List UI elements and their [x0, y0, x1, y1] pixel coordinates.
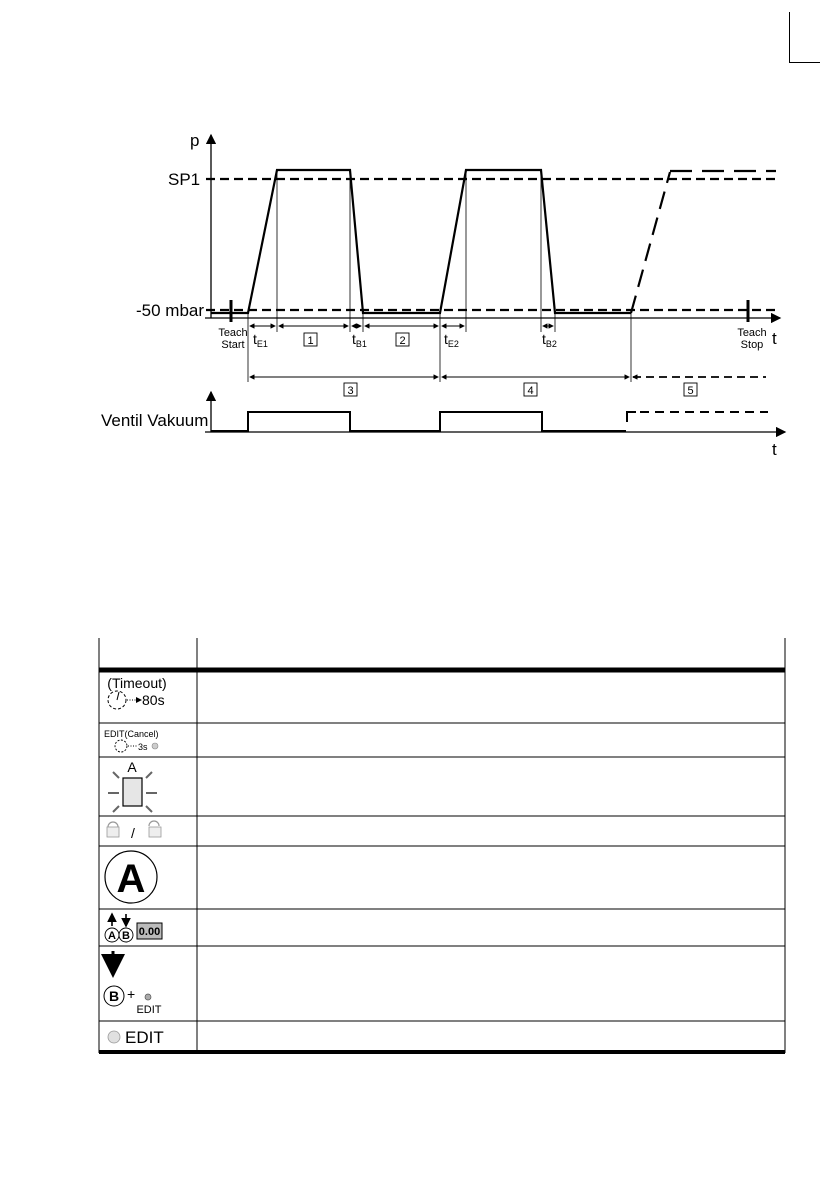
unlock-body — [149, 827, 161, 837]
pressure-diagram — [136, 131, 780, 397]
edit-cancel-icon — [104, 729, 159, 752]
led-icon — [152, 743, 158, 749]
phase-number-1: 1 — [307, 335, 314, 347]
display-rect — [123, 778, 142, 806]
led-icon — [108, 1031, 120, 1043]
phase-number-4: 4 — [527, 385, 534, 397]
valve-axis-label: t — [772, 440, 777, 459]
edit-cancel-caption: EDIT(Cancel) — [104, 729, 159, 739]
teach-stop-line1: Teach — [737, 327, 767, 339]
led-icon — [145, 994, 151, 1000]
lower-threshold-label: -50 mbar — [136, 301, 205, 320]
y-axis-label: p — [190, 131, 200, 150]
lock-body — [107, 827, 119, 837]
valve-diagram — [101, 392, 785, 459]
edit-led-icon — [108, 1028, 164, 1047]
crop-mark — [789, 12, 820, 63]
label-tb1: $t_{B1}$ — [352, 331, 367, 349]
timeout-value: 80s — [142, 692, 165, 708]
lock-icon — [108, 822, 118, 827]
plus-sign: + — [127, 986, 136, 1002]
phase-number-5: 5 — [687, 385, 694, 397]
teach-start-line2: Start — [221, 339, 245, 351]
unlock-icon — [149, 821, 159, 826]
edit-caption-small: EDIT — [136, 1004, 162, 1016]
value-display-text: 0.00 — [138, 926, 161, 938]
lock-separator: / — [131, 825, 135, 841]
label-te1: $t_{E1}$ — [253, 331, 268, 349]
button-b-letter: B — [108, 988, 120, 1004]
legend-table — [99, 638, 785, 1053]
clock-hand — [117, 692, 119, 700]
lock-unlock-icon — [107, 821, 161, 841]
valve-signal — [211, 412, 626, 431]
button-a-icon — [105, 851, 157, 903]
pressure-curve — [211, 170, 631, 313]
valve-label: Ventil Vakuum — [101, 411, 209, 430]
teach-start-line1: Teach — [218, 327, 248, 339]
up-down-icon — [105, 914, 162, 942]
button-a-letter: A — [116, 857, 146, 901]
label-te2: $t_{E2}$ — [444, 331, 459, 349]
clock-icon — [115, 740, 127, 752]
button-b-small-letter: B — [122, 930, 130, 942]
x-axis-label: t — [772, 329, 777, 348]
phase-number-3: 3 — [347, 385, 354, 397]
blinking-display-icon — [108, 759, 157, 812]
button-a-small-letter: A — [108, 930, 116, 942]
teach-stop-line2: Stop — [740, 339, 764, 351]
edit-caption: EDIT — [125, 1028, 164, 1047]
timeout-icon — [107, 675, 166, 709]
display-letter: A — [127, 759, 137, 775]
b-plus-edit-icon — [104, 951, 162, 1016]
label-tb2: $t_{B2}$ — [542, 331, 557, 349]
phase-number-2: 2 — [399, 335, 406, 347]
timeout-caption: (Timeout) — [107, 675, 167, 691]
pressure-curve-future-rise — [631, 172, 670, 313]
valve-signal-future — [627, 412, 636, 422]
edit-cancel-value: 3s — [138, 742, 148, 752]
sp1-label: SP1 — [168, 170, 201, 189]
